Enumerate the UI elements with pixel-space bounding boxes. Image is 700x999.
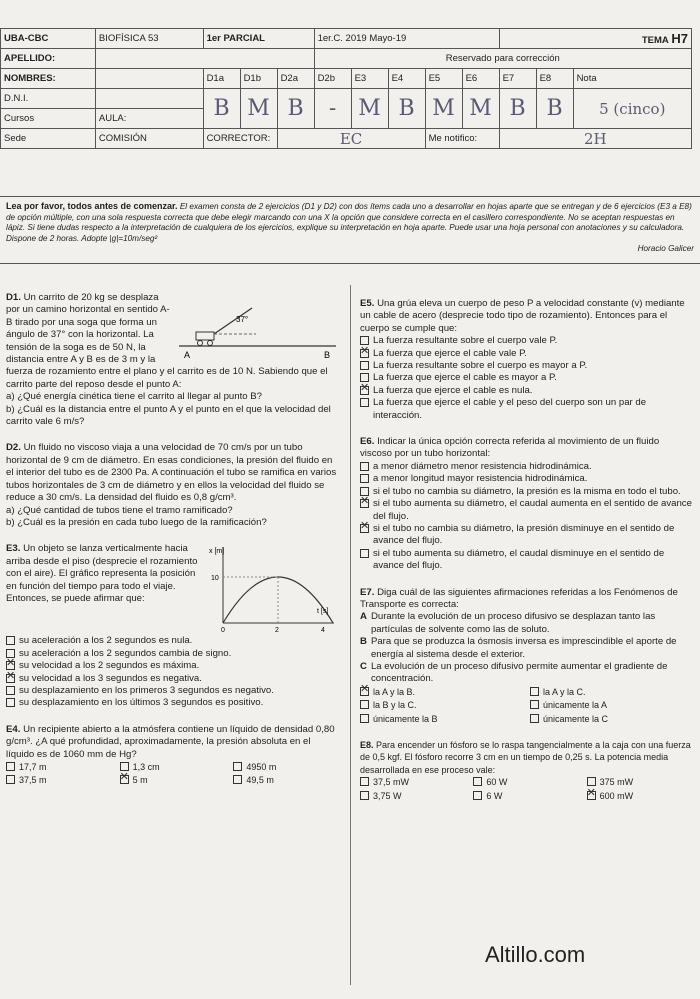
cart-diagram (174, 288, 339, 360)
statement-text: Durante la evolución de un proceso difusivo se desplazan tanto las partículas de solvente como las de soluto. (370, 611, 656, 635)
e5-number: E5. (360, 298, 375, 309)
cursos-label: Cursos (1, 109, 96, 129)
e4-option[interactable] (6, 774, 112, 786)
notifico-signature: 2H (499, 129, 691, 149)
option-label: su desplazamiento en los primeros 3 segundos es negativo. (19, 684, 274, 696)
graph-ylabel: x [m] (209, 548, 225, 556)
col-d1b: D1b (240, 69, 277, 89)
e6-option[interactable] (360, 486, 692, 498)
instructions-author: Horacio Galicer (637, 244, 694, 253)
option-label: su aceleración a los 2 segundos cambia de signo. (19, 647, 232, 659)
option-label: 60 W (486, 777, 508, 788)
col-e5: E5 (425, 69, 462, 89)
e8-text: Para encender un fósforo se lo raspa tangencialmente a la caja con una fuerza de 0,5 kgf. El fósforo recorre 3 cm en un tiempo de 0,25 s. La potencia media desarrollada en ese proceso vale: (360, 740, 691, 775)
grade-e7: B (499, 89, 536, 129)
question-e5 (360, 298, 692, 422)
option-label: 37,5 m (19, 775, 47, 786)
e6-option[interactable] (360, 461, 692, 473)
instructions-text: El examen consta de 2 ejercicios (D1 y D2) con dos ítems cada uno a desarrollar en hojas aparte que se entregan y de 6 ejercicios (E3 a E8) de opción múltiple, con una sola respuesta correcta que debe elegir marcando con una X la opción que considere correcta en el casillero correspondiente. No se aceptan respuestas en lápiz. Si tiene dudas respecto a la interpretación de cualquiera de los ejercicios, explique su interpretación en hoja aparte. Puede usar una hoja personal con anotaciones y su calculadora. Dispone de 2 horas. Adopte |g|=10m/seg² (6, 202, 692, 243)
instructions-lead: Lea por favor, todos antes de comenzar. (6, 201, 178, 211)
school: UBA-CBC (1, 29, 96, 49)
checkbox[interactable] (530, 687, 539, 696)
checkbox-marked[interactable] (6, 674, 15, 683)
watermark: Altillo.com (485, 942, 586, 967)
option-label: 1,3 cm (132, 761, 160, 772)
comision-label: COMISIÓN (95, 129, 203, 149)
point-b: B (324, 350, 331, 360)
checkbox[interactable] (360, 549, 369, 558)
left-column (6, 292, 339, 801)
e7-text: Diga cuál de las siguientes afirmaciones referidas a los Fenómenos de Transporte es correcta: (360, 586, 678, 610)
e8-option[interactable] (587, 776, 692, 788)
checkbox-marked[interactable] (360, 499, 369, 508)
e4-option[interactable] (233, 761, 339, 773)
e5-option[interactable] (360, 360, 692, 372)
graph-x2: 2 (275, 627, 279, 634)
option-label: únicamente la A (543, 700, 608, 711)
option-label: 6 W (486, 790, 503, 801)
e7-option[interactable] (360, 686, 522, 698)
statement-text: La evolución de un proceso difusivo permite aumentar el gradiente de concentración. (370, 660, 668, 685)
statement-letter: C (360, 660, 367, 672)
e6-option[interactable] (360, 548, 692, 573)
checkbox-marked[interactable] (360, 687, 369, 696)
e7-option[interactable] (530, 713, 692, 725)
e8-option[interactable] (360, 790, 465, 802)
graph-x0: 0 (221, 627, 225, 634)
e7-statement-b (360, 636, 692, 661)
statement-letter: A (360, 611, 367, 623)
e6-number: E6. (360, 436, 375, 448)
question-e4 (6, 724, 339, 787)
e8-option[interactable] (473, 790, 578, 802)
d2-text: Un fluido no viscoso viaja a una velocidad de 70 cm/s por un tubo horizontal de 9 cm de diámetro. En esas condiciones, la presión del fluido en el interior del tubo es de 2300 Pa. A continuación el tubo se ramifica en varios tubos horizontales de 3 cm de diámetro y en ellos la velocidad del fluido se reduce a 30 cm/s. La densidad del fluido es 0,8 g/cm³. (6, 442, 337, 504)
checkbox[interactable] (473, 777, 482, 786)
col-d2a: D2a (277, 69, 314, 89)
checkbox[interactable] (360, 700, 369, 709)
exam-header (0, 28, 700, 193)
nombres-label: NOMBRES: (1, 69, 96, 89)
checkbox-marked[interactable] (360, 524, 369, 533)
option-label: La fuerza que ejerce el cable es mayor a P. (373, 372, 557, 384)
option-label: la A y la B. (373, 686, 416, 697)
e4-number: E4. (6, 723, 21, 735)
option-label: únicamente la C (543, 713, 609, 724)
option-label: La fuerza resultante sobre el cuerpo vale P. (373, 335, 558, 347)
d1-item-a: a) ¿Qué energía cinética tiene el carrito al llegar al punto B? (6, 391, 262, 403)
option-label: si el tubo no cambia su diámetro, la presión es la misma en todo el tubo. (373, 485, 681, 497)
e7-statement-a (360, 611, 692, 636)
e4-options (6, 761, 339, 787)
graph-y10: 10 (211, 575, 219, 583)
option-label: La fuerza que ejerce el cable vale P. (373, 347, 527, 359)
tema-value: H7 (671, 31, 688, 46)
checkbox[interactable] (120, 762, 129, 771)
column-divider (350, 285, 351, 985)
d2-number: D2. (6, 442, 21, 454)
question-e3 (6, 543, 339, 709)
e5-option[interactable] (360, 335, 692, 347)
term: 1er.C. 2019 Mayo-19 (314, 29, 499, 49)
aula-label: AULA: (95, 109, 203, 129)
e7-statement-c (360, 661, 692, 686)
grade-e5: M (425, 89, 462, 129)
option-label: si el tubo aumenta su diámetro, el caudal aumenta en el sentido de avance del flujo. (373, 498, 692, 522)
checkbox[interactable] (6, 636, 15, 645)
grade-e3: M (351, 89, 388, 129)
grade-d2b: - (314, 89, 351, 129)
option-label: La fuerza resultante sobre el cuerpo es mayor a P. (373, 360, 588, 372)
e7-number: E7. (360, 586, 375, 598)
e8-number: E8. (360, 740, 374, 750)
col-e8: E8 (536, 69, 573, 89)
e8-option[interactable] (473, 776, 578, 788)
e6-text: Indicar la única opción correcta referida al movimiento de un fluido viscoso por un tubo horizontal: (360, 436, 660, 460)
option-label: su velocidad a los 3 segundos es negativa. (19, 672, 202, 684)
e4-option[interactable] (120, 774, 226, 786)
checkbox[interactable] (530, 700, 539, 709)
dni-label: D.N.I. (1, 89, 96, 109)
e6-option[interactable] (360, 473, 692, 485)
e4-text: Un recipiente abierto a la atmósfera contiene un líquido de densidad 0,80 g/cm³. ¿A qué profundidad, aproximadamente, la presión absoluta en el líquido es de 1060 mm de Hg? (6, 723, 335, 760)
checkbox[interactable] (360, 474, 369, 483)
option-label: 375 mW (599, 777, 634, 788)
e3-option[interactable] (6, 673, 339, 685)
grade-d2a: B (277, 89, 314, 129)
checkbox[interactable] (6, 762, 15, 771)
e3-number: E3. (6, 543, 21, 555)
checkbox[interactable] (360, 361, 369, 370)
option-label: si el tubo aumenta su diámetro, el caudal disminuye en el sentido de avance del flujo. (373, 547, 665, 572)
dni-field[interactable] (95, 89, 203, 109)
d1-item-b: b) ¿Cuál es la distancia entre el punto A y el punto en el que la velocidad del carrito vale 6 m/s? (6, 403, 331, 428)
angle-label: 37° (236, 315, 249, 324)
question-e8 (360, 739, 692, 802)
e8-option[interactable] (360, 776, 465, 788)
col-d2b: D2b (314, 69, 351, 89)
notifico-label: Me notifico: (425, 129, 499, 149)
option-label: a menor longitud mayor resistencia hidrodinámica. (373, 473, 588, 485)
right-column (360, 298, 692, 816)
tema (499, 29, 691, 49)
col-e4: E4 (388, 69, 425, 89)
e3-option[interactable] (6, 697, 339, 709)
corrector-label: CORRECTOR: (203, 129, 277, 149)
option-label: únicamente la B (373, 713, 438, 724)
option-label: 49,5 m (246, 775, 274, 786)
question-e7 (360, 587, 692, 725)
e4-option[interactable] (233, 774, 339, 786)
e8-options (360, 776, 692, 802)
instructions (0, 196, 700, 264)
option-label: La fuerza que ejerce el cable es nula. (373, 384, 533, 396)
option-label: a menor diámetro menor resistencia hidrodinámica. (373, 460, 592, 472)
question-d2 (6, 442, 339, 529)
col-e7: E7 (499, 69, 536, 89)
grade-d1b: M (240, 89, 277, 129)
checkbox[interactable] (530, 714, 539, 723)
col-nota: Nota (573, 69, 691, 89)
checkbox[interactable] (360, 462, 369, 471)
option-label: si el tubo no cambia su diámetro, la presión disminuye en el sentido de avance del flujo. (373, 522, 675, 547)
position-time-graph (209, 543, 339, 633)
e5-option[interactable] (360, 348, 692, 360)
corrector-signature: EC (277, 129, 425, 149)
e7-option[interactable] (360, 713, 522, 725)
d2-item-a: a) ¿Qué cantidad de tubos tiene el tramo ramificado? (6, 504, 233, 516)
checkbox-marked[interactable] (120, 775, 129, 784)
e7-option[interactable] (360, 699, 522, 711)
checkbox[interactable] (360, 791, 369, 800)
col-e3: E3 (351, 69, 388, 89)
checkbox[interactable] (6, 775, 15, 784)
subject: BIOFÍSICA 53 (95, 29, 203, 49)
e5-text: Una grúa eleva un cuerpo de peso P a velocidad constante (v) mediante un cable de acero (desprecie todo tipo de rozamiento). Entonces para el cuerpo se cumple que: (360, 298, 685, 334)
tema-label: TEMA (641, 35, 669, 46)
checkbox[interactable] (233, 762, 242, 771)
e5-option[interactable] (360, 372, 692, 384)
graph-x4: 4 (321, 627, 325, 634)
grade-e8: B (536, 89, 573, 129)
statement-letter: B (360, 636, 367, 648)
e5-option[interactable] (360, 397, 692, 422)
e8-option[interactable] (587, 790, 692, 802)
e7-option[interactable] (530, 686, 692, 698)
e3-text: Un objeto se lanza verticalmente hacia arriba desde el piso (desprecie el rozamiento con el aire). El gráfico representa la posición en función del tiempo para todo el viaje. Entonces, se puede afirmar que: (6, 543, 198, 604)
checkbox[interactable] (6, 698, 15, 707)
checkbox-marked[interactable] (587, 791, 596, 800)
e7-option[interactable] (530, 699, 692, 711)
option-label: 4950 m (246, 761, 277, 772)
e6-option[interactable] (360, 498, 692, 523)
e6-option[interactable] (360, 523, 692, 548)
checkbox[interactable] (587, 777, 596, 786)
option-label: 17,7 m (19, 761, 47, 772)
checkbox[interactable] (473, 791, 482, 800)
graph-xlabel: t [s] (317, 608, 329, 616)
checkbox[interactable] (360, 777, 369, 786)
grade-nota: 5 (cinco) (573, 89, 691, 129)
d1-text: Un carrito de 20 kg se desplaza por un camino horizontal en sentido A-B tirado por una soga que forma un ángulo de 37° con la horizontal. La tensión de la soga es de 50 N, la distancia entre A y B es de 3 m y la fuerza de rozamiento entre el plano y el carrito es de 10 N. Sabiendo que el carrito parte del reposo desde el punto A: (6, 292, 328, 390)
option-label: su desplazamiento en los últimos 3 segundos es positivo. (19, 697, 264, 709)
checkbox[interactable] (6, 686, 15, 695)
checkbox[interactable] (233, 775, 242, 784)
e3-option[interactable] (6, 660, 339, 672)
grade-e4: B (388, 89, 425, 129)
nombres-field[interactable] (95, 69, 203, 89)
checkbox[interactable] (360, 714, 369, 723)
checkbox-marked[interactable] (360, 349, 369, 358)
option-label: La fuerza que ejerce el cable y el peso del cuerpo son un par de interacción. (373, 397, 647, 421)
statement-text: Para que se produzca la ósmosis inversa es imprescindible el aporte de energía al sistema desde el exterior. (370, 636, 677, 660)
apellido-label: APELLIDO: (1, 49, 96, 69)
apellido-field[interactable] (95, 49, 314, 69)
option-label: su velocidad a los 2 segundos es máxima. (19, 660, 200, 672)
e3-option[interactable] (6, 685, 339, 697)
reserved-label: Reservado para corrección (314, 49, 691, 69)
e3-option[interactable] (6, 635, 339, 647)
option-label: 3,75 W (373, 790, 402, 801)
e7-options (360, 686, 692, 725)
point-a: A (184, 350, 191, 360)
question-e6 (360, 436, 692, 572)
option-label: 600 mW (599, 790, 634, 801)
sede-label: Sede (1, 129, 96, 149)
col-e6: E6 (462, 69, 499, 89)
option-label: 5 m (132, 775, 148, 786)
question-d1 (6, 292, 339, 428)
grade-d1a: B (203, 89, 240, 129)
e3-option[interactable] (6, 648, 339, 660)
checkbox[interactable] (360, 398, 369, 407)
exam-name: 1er PARCIAL (203, 29, 314, 49)
header-table (0, 28, 692, 149)
grade-e6: M (462, 89, 499, 129)
e5-option[interactable] (360, 385, 692, 397)
d2-item-b: b) ¿Cuál es la presión en cada tubo luego de la ramificación? (6, 516, 267, 528)
col-d1a: D1a (203, 69, 240, 89)
e4-option[interactable] (120, 761, 226, 773)
option-label: la A y la C. (543, 686, 586, 697)
d1-number: D1. (6, 292, 21, 303)
checkbox-marked[interactable] (360, 386, 369, 395)
e4-option[interactable] (6, 761, 112, 773)
option-label: 37,5 mW (373, 777, 410, 788)
option-label: la B y la C. (373, 700, 417, 711)
option-label: su aceleración a los 2 segundos es nula. (19, 635, 193, 647)
